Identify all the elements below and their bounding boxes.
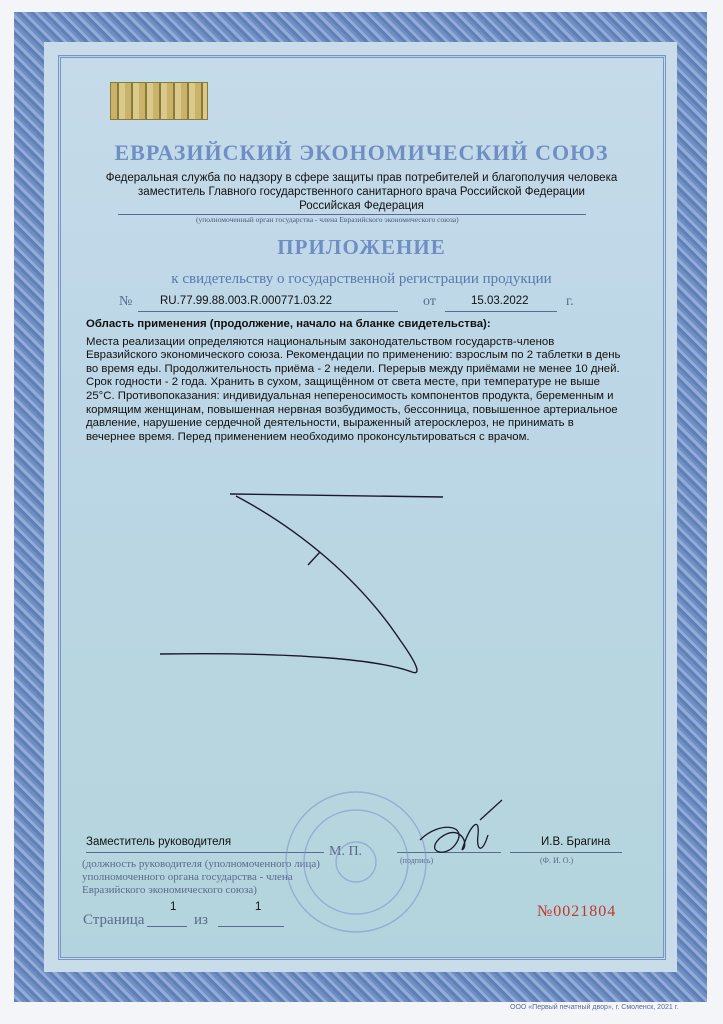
scope-text: Места реализации определяются национальным законодательством государств-членов Евразийского экономического союза. Рекомендации по применению: взрослым по 2 таблетки в день во время еды. Продолжительность приёма - 2 недели. Перерыв между приёмами не менее 10 дней. Срок годности - 2 года. Хранить в сухом, защищённом от света месте, при температуре не выше 25°С. Противопоказания: индивидуальная непереносимость компонентов продукта, беременным и кормящим женщинам, повышенная нервная возбудимость, бессонница, повышенное артериальное давление, нарушение сердечной деятельности, выраженный атеросклероз, не принимать в вечернее время. Перед применением необходимо проконсультироваться с врачом.	[86, 335, 621, 443]
signer-name: И.В. Брагина	[541, 836, 611, 848]
authority-line-3: Российская Федерация	[299, 200, 424, 212]
of-label: из	[194, 912, 208, 928]
position-caption: (должность руководителя (уполномоченного лица) уполномоченного органа государства - члена Евразийского экономического союза)	[82, 858, 320, 896]
date-label: от	[423, 294, 436, 309]
handwritten-signature	[420, 800, 502, 852]
appendix-title: ПРИЛОЖЕНИЕ	[277, 235, 446, 259]
page-number: 1	[170, 901, 177, 913]
registration-date: 15.03.2022	[471, 295, 529, 307]
stamp-place-label: М. П.	[329, 844, 363, 859]
year-suffix: г.	[566, 294, 574, 309]
printer-imprint: ООО «Первый печатный двор», г. Смоленск, 2021 г.	[510, 1004, 679, 1011]
number-label: №	[119, 294, 133, 309]
signature-caption: (подпись)	[400, 856, 434, 865]
official-seal	[286, 792, 426, 932]
z-strike-mark	[160, 494, 443, 673]
registration-number: RU.77.99.88.003.R.000771.03.22	[160, 295, 332, 307]
authority-caption: (уполномоченный орган государства - члена Евразийского экономического союза)	[196, 215, 459, 224]
authority-line-2: заместитель Главного государственного санитарного врача Российской Федерации	[138, 186, 585, 198]
page-total: 1	[255, 901, 262, 913]
page-label: Страница	[83, 912, 145, 928]
position-label: Заместитель руководителя	[86, 836, 232, 848]
union-title: ЕВРАЗИЙСКИЙ ЭКОНОМИЧЕСКИЙ СОЮЗ	[114, 140, 609, 165]
scope-heading: Область применения (продолжение, начало на бланке свидетельства):	[86, 318, 491, 330]
appendix-subtitle: к свидетельству о государственной регистрации продукции	[171, 271, 552, 287]
name-caption: (Ф. И. О.)	[540, 856, 574, 865]
serial-number: №0021804	[537, 903, 617, 920]
authority-line-1: Федеральная служба по надзору в сфере защиты прав потребителей и благополучия человека	[105, 172, 618, 184]
